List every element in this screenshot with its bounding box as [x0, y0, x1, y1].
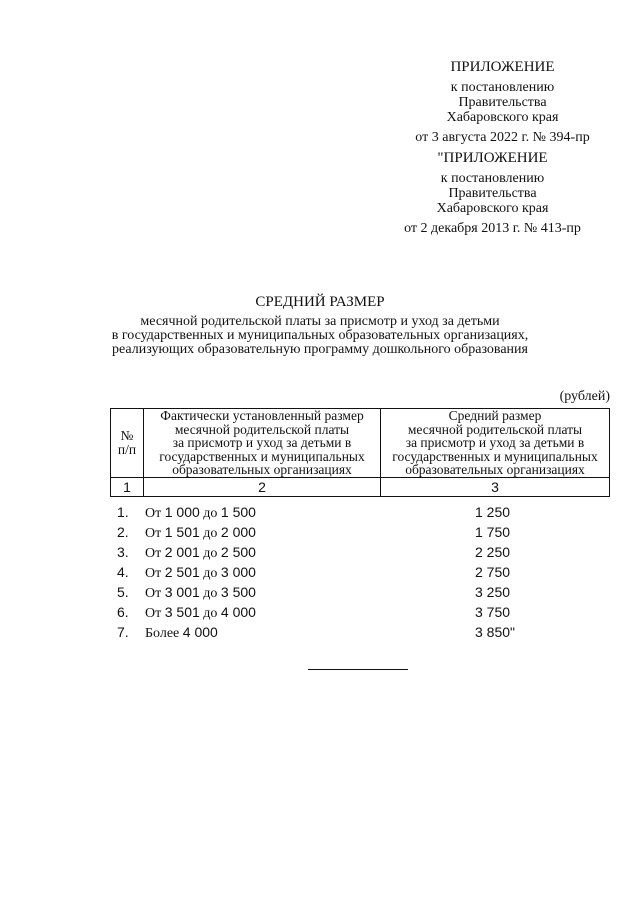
header-average-line1: Средний размер [448, 408, 542, 423]
row-range [145, 624, 218, 642]
row-range [145, 544, 256, 562]
range-from: 1 000 [164, 504, 200, 520]
header-average-line5: образовательных организациях [405, 462, 585, 477]
header-average-line3: за присмотр и уход за детьми в [405, 435, 585, 450]
column-number-2: 2 [144, 477, 381, 496]
document-title: СРЕДНИЙ РАЗМЕР [255, 294, 385, 310]
subtitle-line3: реализующих образовательную программу дошкольного образования [112, 342, 528, 357]
header-actual-fee [144, 409, 381, 478]
range-to: 4 000 [220, 604, 256, 620]
header-actual-line5: образовательных организациях [172, 462, 352, 477]
table-header-row [111, 409, 610, 478]
table-row [110, 604, 610, 624]
header-average-line2: месячной родительской платы [407, 421, 583, 437]
row-number: 5. [117, 584, 129, 600]
fee-rows [110, 504, 610, 644]
header-actual-line2: месячной родительской платы [174, 421, 350, 437]
fee-table [110, 408, 610, 497]
range-from-word: От [145, 506, 162, 521]
range-from-word: Более [145, 626, 180, 641]
header-average-line4: государственных и муниципальных [392, 448, 598, 464]
appendix-current-heading: ПРИЛОЖЕНИЕ [450, 59, 555, 75]
subtitle-line1: месячной родительской платы за присмотр и уход за детьми [140, 314, 500, 329]
table-row [110, 524, 610, 544]
range-to: 1 500 [220, 504, 256, 520]
appendix-original-line1: к постановлению [440, 171, 545, 186]
row-number: 1. [117, 504, 129, 520]
row-average: 3 750 [475, 604, 511, 620]
appendix-original-date: от 2 декабря 2013 г. № 413-пр [404, 221, 581, 236]
appendix-current-header [395, 58, 610, 145]
table-row [110, 544, 610, 564]
row-number: 7. [117, 624, 129, 640]
appendix-current-line3: Хабаровского края [446, 110, 559, 125]
range-from-word: От [145, 526, 162, 541]
header-actual-line1: Фактически установленный размер [160, 408, 364, 423]
header-number-symbol: № [120, 428, 134, 444]
column-number-3: 3 [381, 477, 610, 496]
range-from-word: От [145, 546, 162, 561]
range-to: 2 000 [220, 524, 256, 540]
column-number-row [111, 477, 610, 496]
row-number: 6. [117, 604, 129, 620]
range-from: 3 001 [164, 584, 200, 600]
document-subtitle [40, 315, 600, 357]
row-range [145, 604, 256, 622]
row-average: 3 850" [475, 624, 516, 640]
column-number-1: 1 [111, 477, 144, 496]
unit-label: (рублей) [559, 389, 610, 404]
row-range [145, 584, 256, 602]
row-average: 1 750 [475, 524, 511, 540]
appendix-original-heading: "ПРИЛОЖЕНИЕ [437, 150, 548, 166]
range-from: 3 501 [164, 604, 200, 620]
range-to-word: до [203, 526, 218, 541]
header-actual-line3: за присмотр и уход за детьми в [172, 435, 352, 450]
range-to-word: до [203, 606, 218, 621]
range-from: 1 501 [164, 524, 200, 540]
row-range [145, 504, 256, 522]
range-from: 2 001 [164, 544, 200, 560]
table-row [110, 504, 610, 524]
row-number: 4. [117, 564, 129, 580]
appendix-current-line1: к постановлению [450, 80, 555, 95]
subtitle-line2: в государственных и муниципальных образовательных организациях, [111, 328, 529, 343]
appendix-original-line3: Хабаровского края [436, 201, 549, 216]
header-actual-line4: государственных и муниципальных [159, 448, 365, 464]
range-from-word: От [145, 606, 162, 621]
row-range [145, 524, 256, 542]
row-average: 3 250 [475, 584, 511, 600]
range-from: 2 501 [164, 564, 200, 580]
row-average: 2 250 [475, 544, 511, 560]
appendix-original-line2: Правительства [448, 186, 537, 201]
table-row [110, 584, 610, 604]
header-number-abbr: п/п [117, 441, 137, 457]
range-from-word: От [145, 586, 162, 601]
range-from-word: От [145, 566, 162, 581]
appendix-current-date: от 3 августа 2022 г. № 394-пр [415, 130, 590, 145]
range-to-word: до [203, 586, 218, 601]
header-number [111, 409, 144, 478]
range-to-word: до [203, 546, 218, 561]
table-row [110, 564, 610, 584]
range-from: 4 000 [182, 624, 218, 640]
range-to: 2 500 [220, 544, 256, 560]
range-to: 3 000 [220, 564, 256, 580]
end-divider [308, 669, 408, 670]
row-number: 2. [117, 524, 129, 540]
row-range [145, 564, 256, 582]
range-to-word: до [203, 566, 218, 581]
range-to: 3 500 [220, 584, 256, 600]
row-number: 3. [117, 544, 129, 560]
appendix-original-header [390, 149, 595, 236]
row-average: 2 750 [475, 564, 511, 580]
appendix-current-line2: Правительства [458, 95, 547, 110]
header-average-fee [381, 409, 610, 478]
range-to-word: до [203, 506, 218, 521]
row-average: 1 250 [475, 504, 511, 520]
table-row [110, 624, 610, 644]
